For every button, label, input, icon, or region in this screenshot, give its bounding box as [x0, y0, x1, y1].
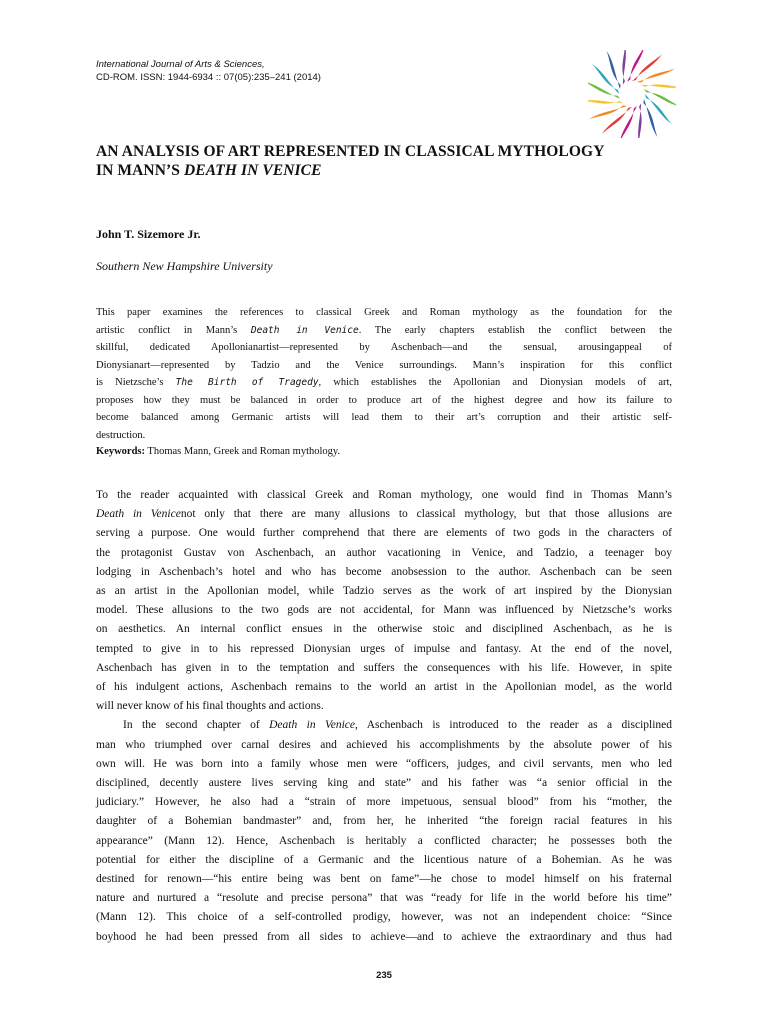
journal-name: International Journal of Arts & Sciences, — [96, 59, 265, 70]
title-line-2: IN MANN’S DEATH IN VENICE — [96, 162, 322, 179]
author-name: John T. Sizemore Jr. — [96, 227, 201, 241]
page-number: 235 — [376, 970, 392, 981]
body-line: appearance” (Mann 12). Hence, Aschenbach is heritably a conflicted character; he possesses both the — [96, 834, 672, 847]
keywords-text: Thomas Mann, Greek and Roman mythology. — [145, 446, 341, 457]
body-line: boyhood he had been pressed from all sides to achieve—and to achieve the extraordinary and thus had — [96, 930, 672, 943]
logo-petal — [641, 66, 676, 106]
body-line: on aesthetics. An internal conflict ensues in the otherwise stoic and disciplined Aschenbach, as he is — [96, 623, 672, 636]
body-line: of his indulgent actions, Aschenbach remains to the world an artist in the Apollonian model, as the world — [96, 681, 672, 694]
journal-issn: CD-ROM. ISSN: 1944-6934 :: 07(05):235–241 (2014) — [96, 72, 321, 83]
paper-title — [96, 142, 696, 180]
abstract-line: skillful, dedicated Apollonianartist—represented by Aschenbach—and the sensual, arousingappeal of — [96, 342, 672, 353]
abstract-line: proposes how they must be balanced in order to produce art of the highest degree and how its failure to — [96, 394, 672, 406]
body-line: nature and nurtured a “resolute and precise persona” that was “ready for life in the world before his time” — [96, 892, 672, 905]
body-line: Aschenbach has given in to the temptation and suffers the consequences with his life. However, in spite — [96, 661, 672, 674]
body-line: destined for renown—“his entire being was bent on fame”—he chose to model himself on his fraternal — [96, 873, 672, 886]
keywords — [96, 446, 340, 457]
body-line: own will. He was born into a family whose men were “officers, judges, and civil servants, men who led — [96, 757, 672, 770]
abstract-line: become balanced among Germanic artists will lead them to their art’s corruption and their artistic self- — [96, 412, 672, 423]
body-line: model. These allusions to the two gods are not accidental, for Mann was influenced by Nietzsche’s works — [96, 604, 672, 617]
body-line: disciplined, decently austere lives serving king and state” and his father was “a senior official in the — [96, 777, 672, 790]
body-line: To the reader acquainted with classical Greek and Roman mythology, one would find in Thomas Mann’s — [96, 489, 672, 501]
abstract-line: is Nietzsche’s The Birth of Tragedy, which establishes the Apollonian and Dionysian models of art, — [96, 377, 673, 388]
body-text — [96, 486, 672, 947]
body-line: the protagonist Gustav von Aschenbach, an author vacationing in Venice, and Tadzio, a teenager boy — [96, 546, 672, 559]
logo-petal — [633, 99, 669, 137]
abstract-book-title: The Birth of Tragedy — [175, 377, 319, 388]
body-line: tempted to give in to his repressed Dionysian urges of impulse and fantasy. At the end of the novel, — [96, 642, 672, 655]
logo-petal — [595, 51, 631, 89]
body-line: will never know of his final thoughts and actions. — [96, 700, 324, 713]
logo-petal — [620, 103, 660, 138]
body-line: man who triumphed over carnal desires and achieved his accomplishments by the absolute power of his — [96, 738, 672, 751]
abstract-book-title: Death in Venice — [250, 324, 359, 336]
abstract-line: Dionysianart—represented by Tadzio and the Venice surroundings. Mann’s inspiration for this conflict — [96, 359, 672, 371]
logo-petal — [632, 54, 662, 81]
logo-petal — [589, 95, 627, 131]
logo-petal — [588, 82, 623, 122]
abstract-line: This paper examines the references to classical Greek and Roman mythology as the foundation for the — [96, 307, 672, 318]
body-line: potential for either the discipline of a Germanic and the licentious nature of a Bohemian. As he was — [96, 853, 672, 866]
body-line: judiciary.” However, he also had a “strain of more impetuous, sensual blood” from his “mother, the — [96, 796, 672, 809]
logo-petal — [592, 64, 619, 94]
logo-petal — [637, 57, 675, 93]
logo-petal — [645, 94, 672, 124]
logo-petal — [604, 50, 644, 85]
body-line: serving a purpose. One would further comprehend that there are elements of two gods in the characters of — [96, 527, 672, 540]
body-line: Death in Venicenot only that there are many allusions to classical mythology, but that those allusions are — [96, 508, 672, 521]
abstract — [96, 304, 672, 444]
circular-swirl-logo-icon — [588, 50, 676, 138]
body-line: (Mann 12). This choice of a self-controlled prodigy, however, was not an independent choice: “Since — [96, 911, 672, 924]
keywords-label: Keywords: — [96, 446, 145, 457]
title-line-1: AN ANALYSIS OF ART REPRESENTED IN CLASSICAL MYTHOLOGY — [96, 143, 605, 160]
journal-header — [96, 58, 321, 84]
body-line: daughter of a Bohemian bandmaster” and, from her, he inherited “the foreign racial features in his — [96, 815, 672, 828]
body-line: as an artist in the Apollonian model, while Tadzio serves as the work of art inspired by the Dionysian — [96, 585, 672, 598]
logo-petal — [602, 107, 632, 134]
body-line: In the second chapter of Death in Venice, Aschenbach is introduced to the reader as a disciplined — [123, 719, 673, 732]
abstract-line: artistic conflict in Mann’s Death in Venice. The early chapters establish the conflict between the — [96, 324, 672, 336]
title-italic: DEATH IN VENICE — [183, 162, 322, 179]
body-line: lodging in Aschenbach’s hotel and who has become anobsession to the author. Aschenbach can be seen — [96, 565, 672, 578]
author-affiliation: Southern New Hampshire University — [96, 259, 273, 273]
abstract-line: destruction. — [96, 429, 146, 441]
